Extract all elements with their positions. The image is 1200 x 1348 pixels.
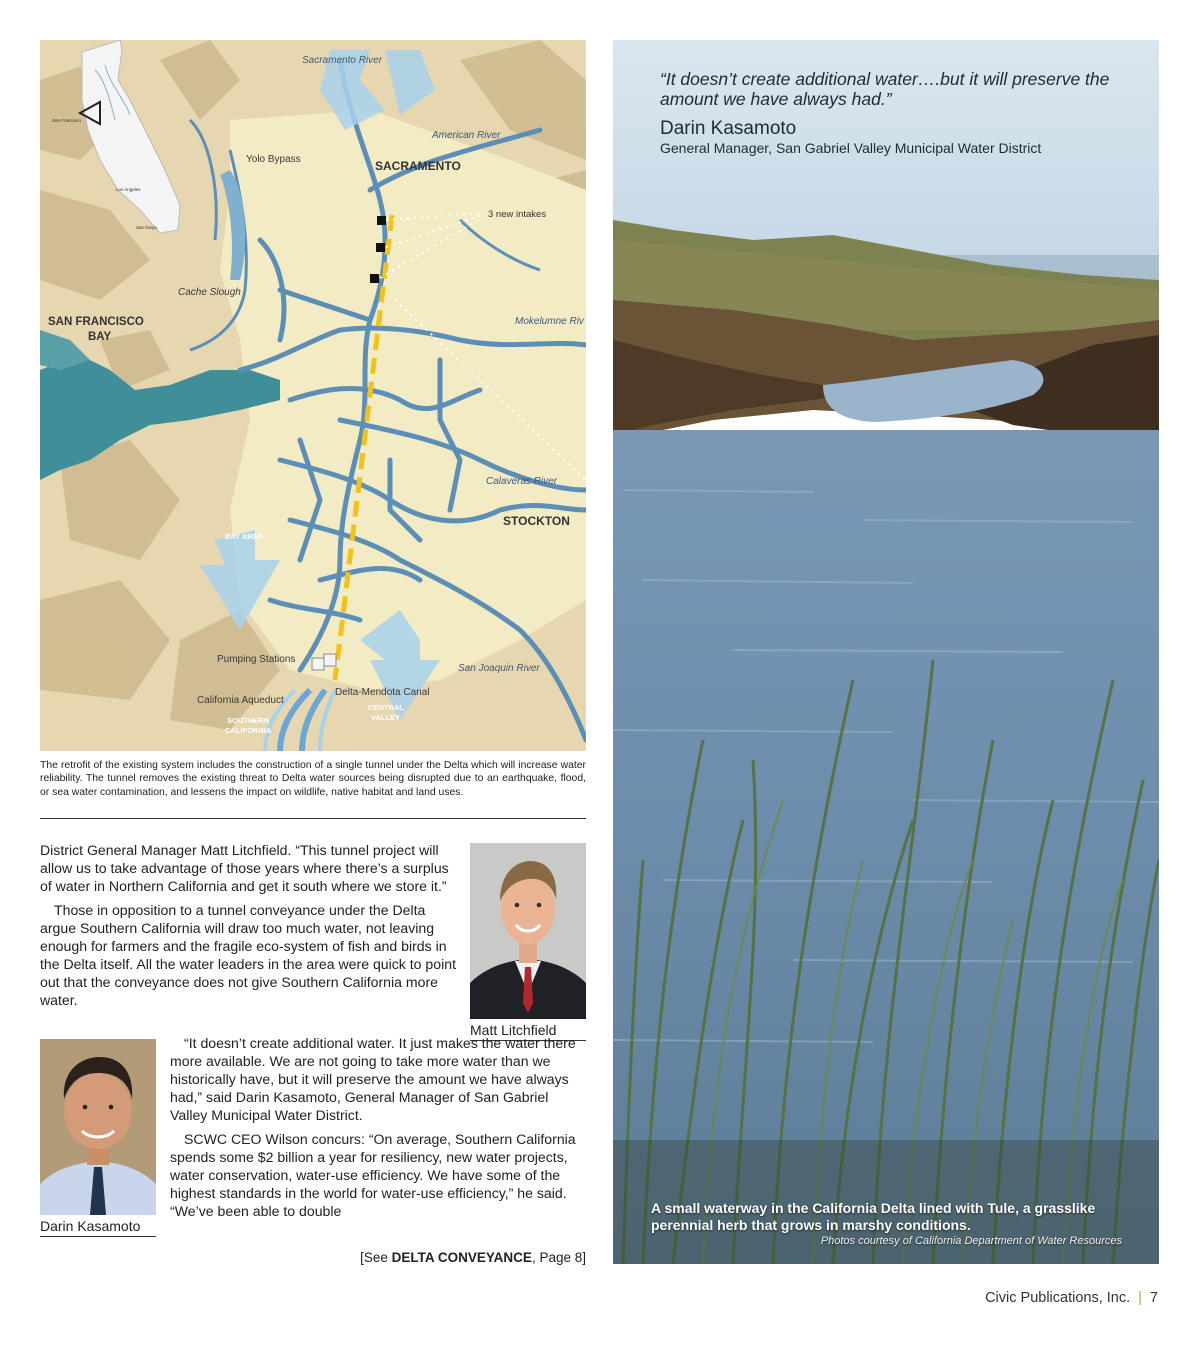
publisher-name: Civic Publications, Inc.: [985, 1290, 1131, 1306]
label-new-intakes: 3 new intakes: [488, 209, 547, 220]
label-bay-area: BAY AREA: [225, 532, 264, 541]
map-caption: The retrofit of the existing system includes the construction of a single tunnel under the Delta which will increase water reliability. The tunnel removes the existing threat to Delta water sources being disrupted due to an earthquake, flood, or sea water contamination, and lessens the impact on wildlife, native habitat and land uses.: [40, 760, 586, 798]
photo-caption: A small waterway in the California Delta lined with Tule, a grasslike perennial herb that grows in marshy conditions.: [651, 1200, 1096, 1233]
label-san-joaquin-river: San Joaquin River: [458, 663, 540, 674]
label-central-valley-line2: VALLEY: [371, 713, 401, 722]
label-mokelumne-river: Mokelumne Riv: [515, 316, 584, 327]
label-sacramento-river: Sacramento River: [302, 55, 383, 66]
intake-marker: [377, 216, 386, 225]
label-southern-california-line1: SOUTHERN: [227, 716, 270, 725]
label-american-river: American River: [432, 130, 501, 141]
footer-separator: |: [1138, 1290, 1142, 1306]
inset-label-los-angeles: Los Angeles: [116, 187, 141, 192]
darin-kasamoto-photo: [40, 1039, 156, 1215]
pull-quote-text: “It doesn’t create additional water….but it will preserve the amount we have always had.”: [660, 69, 1110, 109]
label-stockton: STOCKTON: [503, 514, 570, 528]
label-southern-california-line2: CALIFORNIA: [225, 726, 272, 735]
caption-divider: [40, 818, 586, 819]
inset-label-san-diego: San Diego: [136, 225, 158, 230]
matt-litchfield-photo: [470, 843, 586, 1019]
pumping-station-icon: [324, 654, 336, 666]
delta-waterway-photo: [613, 40, 1159, 1264]
article-paragraph: Those in opposition to a tunnel conveyance under the Delta argue Southern California will draw too much water, not leaving enough for farmers and the fragile eco-system of fish and birds in the Delta itself. All the water leaders in the area were quick to point out that the conveyance does not give Southern California more water.: [40, 902, 456, 1008]
continued-reference-title: DELTA CONVEYANCE: [391, 1250, 532, 1265]
photo-credit: Photos courtesy of California Department of Water Resources: [820, 1235, 1122, 1247]
label-yolo-bypass: Yolo Bypass: [246, 154, 301, 165]
intake-marker: [370, 274, 379, 283]
label-cache-slough: Cache Slough: [178, 287, 241, 298]
pull-quote-title: General Manager, San Gabriel Valley Municipal Water District: [660, 140, 1042, 156]
inset-label-san-francisco: San Francisco: [52, 118, 81, 123]
label-delta-mendota-canal: Delta-Mendota Canal: [335, 687, 430, 698]
map-graphic: [40, 40, 586, 751]
label-calaveras-river: Calaveras River: [486, 476, 558, 487]
page-footer: [985, 1290, 1158, 1306]
article-paragraph: “It doesn’t create additional water. It just makes the water there more available. We are not going to take more water than we historically have, but it will preserve the amount we have always had,” said Darin Kasamoto, General Manager of San Gabriel Valley Municipal Water District.: [170, 1035, 576, 1123]
pull-quote-name: Darin Kasamoto: [660, 118, 797, 139]
article-column-upper: [40, 841, 456, 1009]
continued-reference: [See DELTA CONVEYANCE, Page 8]: [360, 1250, 586, 1265]
delta-conveyance-map: [40, 40, 586, 751]
page-number: 7: [1149, 1290, 1158, 1306]
label-sacramento: SACRAMENTO: [375, 159, 461, 173]
pumping-station-icon: [312, 658, 324, 670]
article-paragraph: District General Manager Matt Litchfield. “This tunnel project will allow us to take advantage of those years where there’s a surplus of water in Northern California and get it south where we store it.”: [40, 842, 449, 894]
article-paragraph: SCWC CEO Wilson concurs: “On average, Southern California spends some $2 billion a year for resiliency, new water projects, water conservation, water-use efficiency. We have some of the highest standards in the world for water-use efficiency,” he said. “We’ve been able to double: [170, 1131, 576, 1219]
matt-litchfield-label: Matt Litchfield: [470, 1022, 586, 1041]
label-california-aqueduct: California Aqueduct: [197, 695, 284, 706]
label-sf-bay-line2: BAY: [88, 331, 112, 343]
label-central-valley-line1: CENTRAL: [368, 703, 404, 712]
label-sf-bay-line1: SAN FRANCISCO: [48, 316, 144, 328]
intake-marker: [376, 243, 385, 252]
article-column-lower: [170, 1034, 586, 1220]
label-pumping-stations: Pumping Stations: [217, 654, 296, 665]
darin-kasamoto-label: Darin Kasamoto: [40, 1218, 156, 1237]
